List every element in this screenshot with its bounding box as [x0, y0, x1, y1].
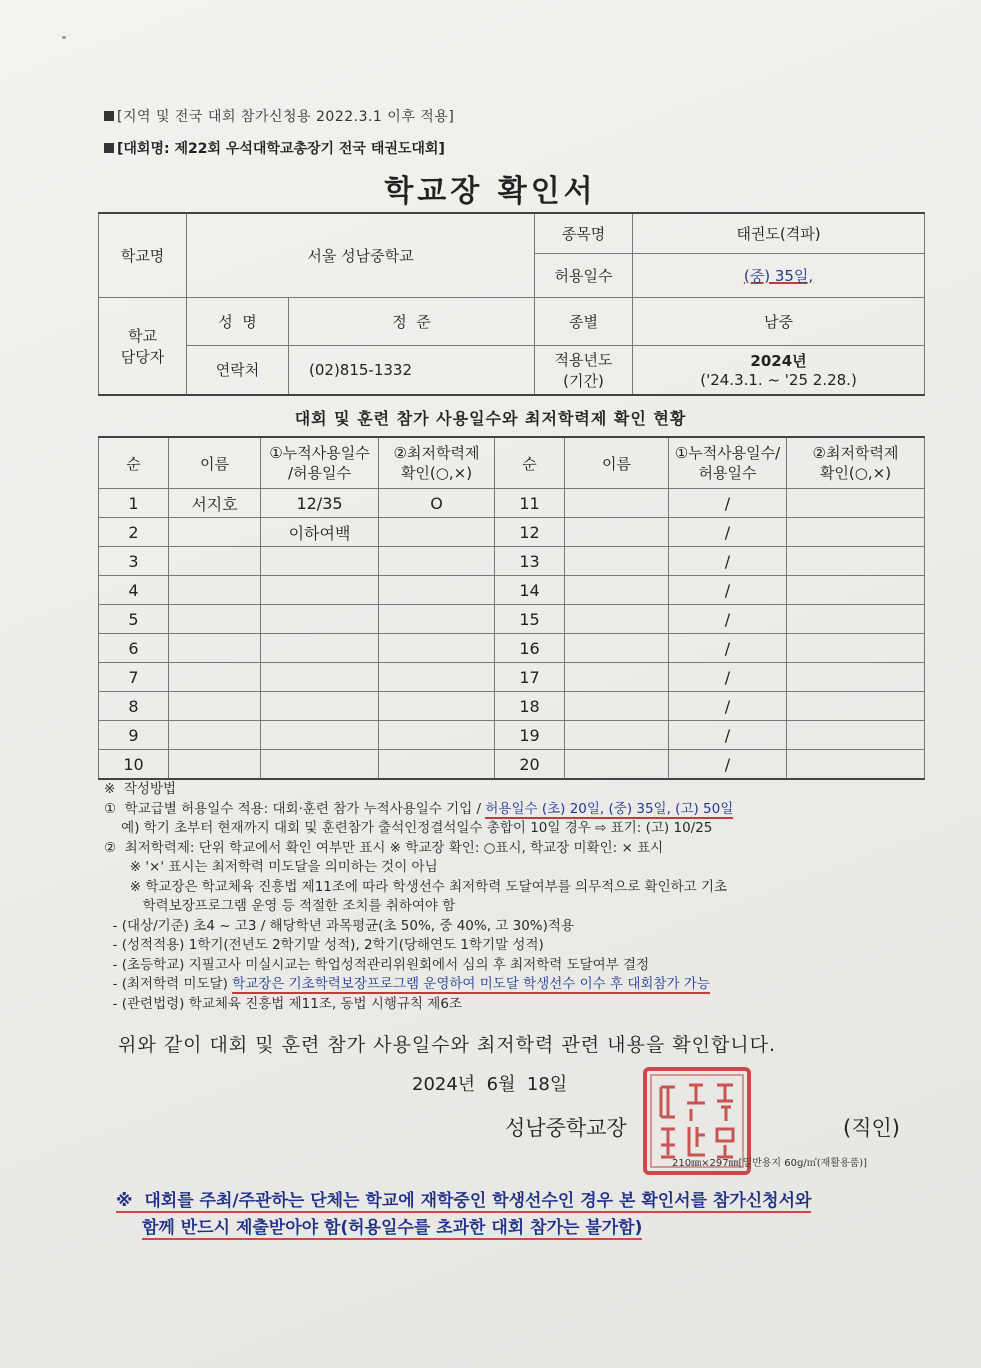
col-no-left: 순	[99, 437, 169, 489]
contact-label: 연락처	[187, 345, 289, 395]
row-days-right: /	[669, 663, 787, 692]
row-min-left	[379, 721, 495, 750]
allowed-days-value: (중) 35일,	[743, 266, 814, 285]
col-days-right-2: 허용일수	[698, 464, 757, 482]
table-title: 대회 및 훈련 참가 사용일수와 최저학력제 확인 현황	[294, 409, 687, 428]
row-name-left	[169, 518, 261, 547]
gender-label: 종별	[535, 297, 633, 345]
row-days-left	[261, 721, 379, 750]
row-name-right	[565, 605, 669, 634]
row-min-left	[379, 634, 495, 663]
col-days-right	[669, 437, 787, 489]
row-name-right	[565, 692, 669, 721]
name-value: 정 준	[289, 297, 535, 345]
row-no-left: 6	[99, 634, 169, 663]
note-9-text: - (최저학력 미도달)	[104, 976, 233, 992]
year-label-line-2: (기간)	[563, 371, 604, 390]
note-8: - (초등학교) 지필고사 미실시교는 학업성적관리위원회에서 심의 후 최저학력 도달여부 결정	[104, 956, 650, 973]
row-no-left: 8	[99, 692, 169, 721]
confirmation-statement: 위와 같이 대회 및 훈련 참가 사용일수와 최저학력 관련 내용을 확인합니다.	[118, 1034, 777, 1056]
header-line-1-text: [지역 및 전국 대회 참가신청용 2022.3.1 이후 적용]	[117, 109, 455, 125]
row-no-left: 1	[99, 489, 169, 518]
row-name-left	[169, 750, 261, 780]
note-10: - (관련법령) 학교체육 진흥법 제11조, 동법 시행규칙 제6조	[104, 995, 462, 1012]
paper-speck	[62, 36, 66, 39]
header-line-1	[104, 106, 454, 126]
note-9	[104, 975, 934, 995]
row-no-left: 2	[99, 518, 169, 547]
notes-heading: ※ 작성방법	[104, 781, 177, 797]
event-label: 종목명	[535, 213, 633, 253]
row-no-right: 15	[495, 605, 565, 634]
col-no-right: 순	[495, 437, 565, 489]
row-days-right: /	[669, 489, 787, 518]
table-row	[99, 489, 925, 518]
table-row	[99, 750, 925, 780]
row-no-left: 7	[99, 663, 169, 692]
row-no-left: 3	[99, 547, 169, 576]
header-line-2	[104, 138, 445, 158]
year-value-line-2: ('24.3.1. ~ '25 2.28.)	[700, 371, 857, 390]
name-label: 성 명	[187, 297, 289, 345]
row-min-right	[787, 489, 925, 518]
col-min-left	[379, 437, 495, 489]
row-min-left	[379, 576, 495, 605]
warning-line-1	[116, 1188, 811, 1215]
row-days-right: /	[669, 576, 787, 605]
seal-label: (직인)	[843, 1116, 900, 1140]
instructions	[104, 780, 934, 1014]
row-name-left	[169, 634, 261, 663]
col-min-left-2: 확인(○,×)	[400, 464, 473, 482]
row-days-left	[261, 634, 379, 663]
year-label-line-1: 적용년도	[554, 350, 613, 369]
row-no-right: 20	[495, 750, 565, 780]
row-no-left: 10	[99, 750, 169, 780]
row-min-right	[787, 663, 925, 692]
note-2: ② 최저학력제: 단위 학교에서 확인 여부만 표시 ※ 학교장 확인: ○표시, 학교장 미확인: × 표시	[104, 839, 664, 856]
row-no-right: 19	[495, 721, 565, 750]
row-name-left	[169, 721, 261, 750]
row-min-left	[379, 692, 495, 721]
allowed-days-label: 허용일수	[535, 253, 633, 297]
note-9-highlight: 학교장은 기초학력보장프로그램 운영하여 미도달 학생선수 이수 후 대회참가 가능	[232, 976, 710, 992]
row-days-left: 12/35	[261, 489, 379, 518]
row-min-left: O	[379, 489, 495, 518]
note-7: - (성적적용) 1학기(전년도 2학기말 성적), 2학기(당해연도 1학기말 성적)	[104, 937, 544, 953]
col-name-right: 이름	[565, 437, 669, 489]
allowed-days-cell	[633, 253, 925, 297]
row-days-right: /	[669, 750, 787, 780]
issue-date: 2024년 6월 18일	[412, 1074, 568, 1095]
row-min-right	[787, 576, 925, 605]
staff-label	[99, 297, 187, 395]
col-min-left-1: ②최저학력제	[393, 444, 480, 462]
row-days-left	[261, 663, 379, 692]
note-1	[104, 800, 934, 820]
col-days-left-2: /허용일수	[287, 464, 351, 482]
warning-line-2	[116, 1215, 811, 1242]
square-bullet-icon	[104, 143, 114, 153]
row-name-right	[565, 750, 669, 780]
header-line-2-text: [대회명: 제22회 우석대학교총장기 전국 태권도대회]	[117, 141, 445, 157]
year-value	[633, 345, 925, 395]
table-row	[99, 547, 925, 576]
row-days-left	[261, 692, 379, 721]
row-min-left	[379, 663, 495, 692]
row-name-left	[169, 663, 261, 692]
row-name-left: 서지호	[169, 489, 261, 518]
table-row	[99, 605, 925, 634]
info-table	[98, 212, 925, 396]
note-5: 학력보장프로그램 운영 등 적절한 조치를 취하여야 함	[104, 898, 456, 914]
square-bullet-icon	[104, 111, 114, 121]
col-days-left-1: ①누적사용일수	[269, 444, 370, 462]
warning-line-2-text: 함께 반드시 제출받아야 함(허용일수를 초과한 대회 참가는 불가함)	[142, 1218, 643, 1238]
event-value: 태권도(격파)	[633, 213, 925, 253]
col-min-right-1: ②최저학력제	[812, 444, 899, 462]
row-name-right	[565, 663, 669, 692]
row-min-left	[379, 605, 495, 634]
row-days-right: /	[669, 692, 787, 721]
table-row	[99, 576, 925, 605]
principal-name: 성남중학교장	[505, 1116, 627, 1140]
row-no-right: 13	[495, 547, 565, 576]
row-min-left	[379, 547, 495, 576]
row-days-left	[261, 576, 379, 605]
row-no-right: 18	[495, 692, 565, 721]
note-3: ※ '×' 표시는 최저학력 미도달을 의미하는 것이 아님	[104, 859, 438, 875]
table-row	[99, 692, 925, 721]
staff-label-line-1: 학교	[128, 326, 157, 345]
row-no-right: 16	[495, 634, 565, 663]
note-1-highlight: 허용일수 (초) 20일, (중) 35일, (고) 50일	[485, 800, 734, 817]
row-no-right: 12	[495, 518, 565, 547]
col-name-left: 이름	[169, 437, 261, 489]
row-min-right	[787, 634, 925, 663]
row-name-right	[565, 518, 669, 547]
row-days-right: /	[669, 634, 787, 663]
table-row	[99, 721, 925, 750]
warning-line-1-text: ※ 대회를 주최/주관하는 단체는 학교에 재학중인 학생선수인 경우 본 확인서를 참가신청서와	[116, 1191, 812, 1211]
row-days-left: 이하여백	[261, 518, 379, 547]
row-no-right: 14	[495, 576, 565, 605]
table-row	[99, 634, 925, 663]
row-days-right: /	[669, 518, 787, 547]
participants-table	[98, 436, 925, 780]
row-days-left	[261, 605, 379, 634]
row-name-left	[169, 692, 261, 721]
note-1-example: 예) 학기 초부터 현재까지 대회 및 훈련참가 출석인정결석일수 총합이 10일 경우 ⇨ 표기: (고) 10/25	[104, 820, 713, 836]
row-no-right: 11	[495, 489, 565, 518]
col-days-left	[261, 437, 379, 489]
contact-value: (02)815-1332	[289, 345, 535, 395]
row-days-left	[261, 547, 379, 576]
document-title: 학교장 확인서	[384, 174, 597, 209]
row-days-left	[261, 750, 379, 780]
row-min-left	[379, 750, 495, 780]
row-name-left	[169, 547, 261, 576]
row-name-left	[169, 605, 261, 634]
row-min-right	[787, 721, 925, 750]
row-no-right: 17	[495, 663, 565, 692]
row-min-right	[787, 518, 925, 547]
row-name-right	[565, 721, 669, 750]
table-row	[99, 663, 925, 692]
col-min-right	[787, 437, 925, 489]
paper-spec: 210㎜×297㎜[일반용지 60g/㎡(재활용품)]	[672, 1158, 868, 1169]
row-days-right: /	[669, 605, 787, 634]
row-name-right	[565, 634, 669, 663]
year-value-line-1: 2024년	[750, 352, 807, 371]
row-min-left	[379, 518, 495, 547]
row-min-right	[787, 605, 925, 634]
row-name-right	[565, 547, 669, 576]
row-no-left: 5	[99, 605, 169, 634]
participants-rows	[99, 489, 925, 780]
note-6: - (대상/기준) 초4 ~ 고3 / 해당학년 과목평균(초 50%, 중 40%, 고 30%)적용	[104, 917, 574, 934]
row-name-left	[169, 576, 261, 605]
row-no-left: 9	[99, 721, 169, 750]
row-min-right	[787, 750, 925, 780]
row-days-right: /	[669, 547, 787, 576]
staff-label-line-2: 담당자	[120, 347, 165, 366]
note-4: ※ 학교장은 학교체육 진흥법 제11조에 따라 학생선수 최저학력 도달여부를 의무적으로 확인하고 기초	[104, 878, 728, 895]
row-name-right	[565, 576, 669, 605]
row-name-right	[565, 489, 669, 518]
school-label: 학교명	[99, 213, 187, 297]
year-label	[535, 345, 633, 395]
row-no-left: 4	[99, 576, 169, 605]
row-min-right	[787, 547, 925, 576]
note-1-text: ① 학교급별 허용일수 적용: 대회·훈련 참가 누적사용일수 기입 /	[104, 800, 486, 817]
school-value: 서울 성남중학교	[187, 213, 535, 297]
col-days-right-1: ①누적사용일수/	[674, 444, 781, 462]
row-min-right	[787, 692, 925, 721]
gender-value: 남중	[633, 297, 925, 345]
warning-note	[116, 1188, 811, 1242]
row-days-right: /	[669, 721, 787, 750]
col-min-right-2: 확인(○,×)	[819, 464, 892, 482]
table-row	[99, 518, 925, 547]
